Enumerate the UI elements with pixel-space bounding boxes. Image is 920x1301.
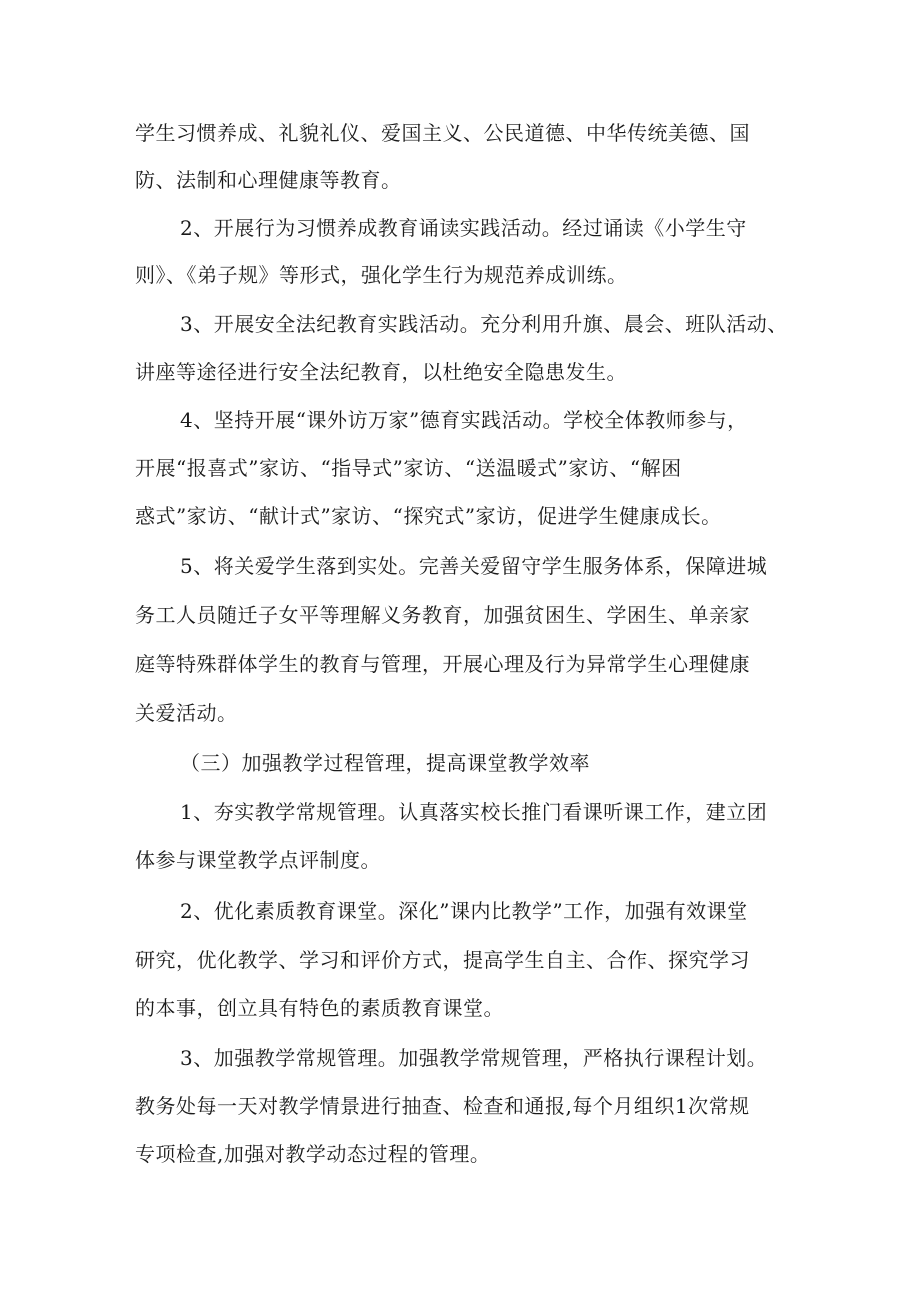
text-line: 防、法制和心理健康等教育。 <box>135 168 402 192</box>
paragraph-3-line: 3、开展安全法纪教育实践活动。充分利用升旗、晨会、班队活动、 <box>180 312 788 336</box>
text-line: 关爱活动。 <box>135 701 238 725</box>
text-line: 学生习惯养成、礼貌礼仪、爱国主义、公民道德、中华传统美德、国 <box>135 121 750 145</box>
paragraph-1-line: 1、夯实教学常规管理。认真落实校长推门看课听课工作，建立团 <box>180 800 768 824</box>
paragraph-5-line: 5、将关爱学生落到实处。完善关爱留守学生服务体系，保障进城 <box>180 554 768 578</box>
paragraph-4-line: 4、坚持开展“课外访万家”德育实践活动。学校全体教师参与， <box>180 408 748 432</box>
text-line: 研究，优化教学、学习和评价方式，提高学生自主、合作、探究学习 <box>135 948 750 972</box>
text-line: 的本事，创立具有特色的素质教育课堂。 <box>135 996 504 1020</box>
text-line: 开展“报喜式”家访、“指导式”家访、“送温暖式”家访、“解困 <box>135 456 682 480</box>
text-line: 则》、《弟子规》等形式，强化学生行为规范养成训练。 <box>135 263 628 287</box>
text-line: 体参与课堂教学点评制度。 <box>135 848 381 872</box>
text-line: 庭等特殊群体学生的教育与管理，开展心理及行为异常学生心理健康 <box>135 652 750 676</box>
section-heading: （三）加强教学过程管理，提高课堂教学效率 <box>180 751 590 775</box>
paragraph-2b-line: 2、优化素质教育课堂。深化”课内比教学”工作，加强有效课堂 <box>180 899 748 923</box>
text-line: 惑式”家访、“献计式”家访、“探究式”家访，促进学生健康成长。 <box>135 504 722 528</box>
paragraph-2-line: 2、开展行为习惯养成教育诵读实践活动。经过诵读《小学生守 <box>180 216 747 240</box>
paragraph-3b-line: 3、加强教学常规管理。加强教学常规管理，严格执行课程计划。 <box>180 1046 768 1070</box>
text-line: 教务处每一天对教学情景进行抽查、检查和通报,每个月组织1次常规 <box>135 1094 750 1118</box>
text-line: 讲座等途径进行安全法纪教育，以杜绝安全隐患发生。 <box>135 360 627 384</box>
text-line: 专项检查,加强对教学动态过程的管理。 <box>135 1142 491 1166</box>
text-line: 务工人员随迁子女平等理解义务教育，加强贫困生、学困生、单亲家 <box>135 603 750 627</box>
